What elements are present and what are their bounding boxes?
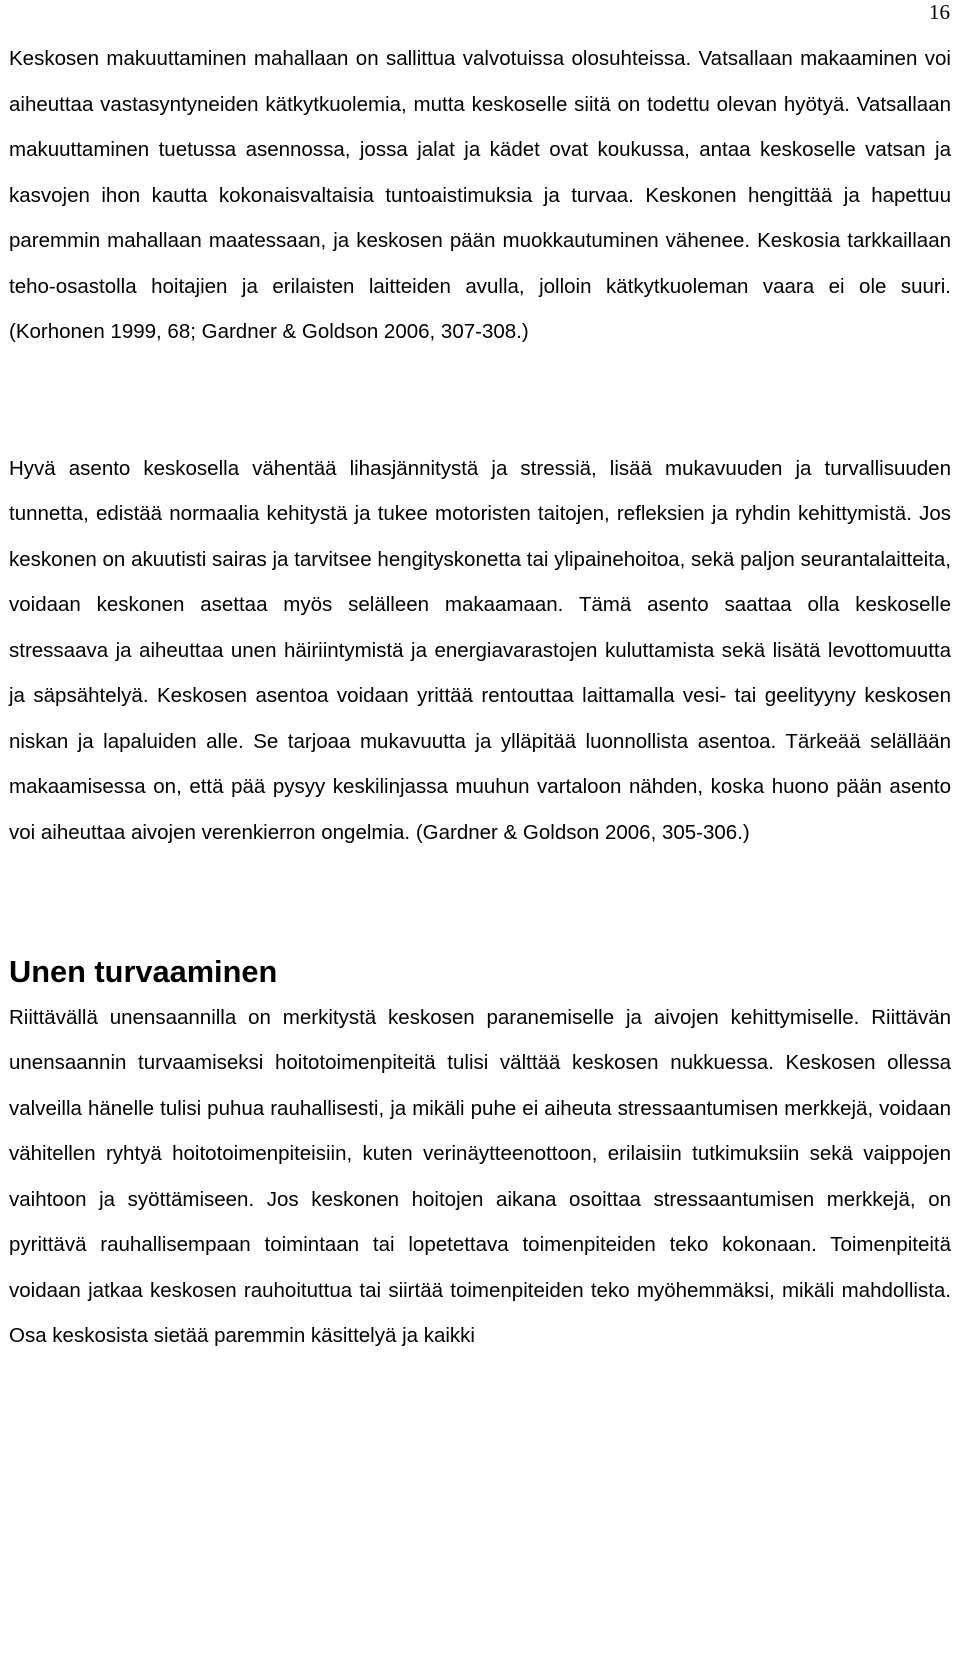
page-number: 16 <box>929 0 950 24</box>
paragraph-sleep: Riittävällä unensaannilla on merkitystä keskosen paranemiselle ja aivojen kehittymiselle. Riittävän unensaannin turvaamiseksi hoitotoimenpiteitä tulisi välttää keskosen nukkuessa. Keskosen ollessa valveilla hänelle tulisi puhua rauhallisesti, ja mikäli puhe ei aiheuta stressaantumisen merkkejä, voidaan vähitellen ryhtyä hoitotoimenpiteisiin, kuten verinäytteenottoon, erilaisiin tutkimuksiin sekä vaippojen vaihtoon ja syöttämiseen. Jos keskonen hoitojen aikana osoittaa stressaantumisen merkkejä, on pyrittävä rauhallisempaan toimintaan tai lopetettava toimenpiteiden teko kokonaan. Toimenpiteitä voidaan jatkaa keskosen rauhoituttua tai siirtää toimenpiteiden teko myöhemmäksi, mikäli mahdollista. Osa keskosista sietää paremmin käsittelyä ja kaikki <box>9 1005 951 1347</box>
paragraph-good-position: Hyvä asento keskosella vähentää lihasjännitystä ja stressiä, lisää mukavuuden ja turvallisuuden tunnetta, edistää normaalia kehitystä ja tukee motoristen taitojen, refleksien ja ryhdin kehittymistä. Jos keskonen on akuutisti sairas ja tarvitsee hengityskonetta tai ylipainehoitoa, sekä paljon seurantalaitteita, voidaan keskonen asettaa myös selälleen makaamaan. Tämä asento saattaa olla keskoselle stressaava ja aiheuttaa unen häiriintymistä ja energiavarastojen kuluttamista sekä lisätä levottomuutta ja säpsähtelyä. Keskosen asentoa voidaan yrittää rentouttaa laittamalla vesi- tai geelityyny keskosen niskan ja lapaluiden alle. Se tarjoaa mukavuutta ja ylläpitää luonnollista asentoa. Tärkeää selällään makaamisessa on, että pää pysyy keskilinjassa muuhun vartaloon nähden, koska huono pään asento voi aiheuttaa aivojen verenkierron ongelmia. (Gardner & Goldson 2006, 305-306.) <box>9 456 951 844</box>
section-spacer <box>9 855 951 949</box>
document-body <box>9 36 951 1359</box>
section-heading: Unen turvaaminen <box>9 954 278 989</box>
paragraph-spacer <box>9 355 951 446</box>
paragraph-prone-positioning: Keskosen makuuttaminen mahallaan on sallittua valvotuissa olosuhteissa. Vatsallaan makaaminen voi aiheuttaa vastasyntyneiden kätkytkuolemia, mutta keskoselle siitä on todettu olevan hyötyä. Vatsallaan makuuttaminen tuetussa asennossa, jossa jalat ja kädet ovat koukussa, antaa keskoselle vatsan ja kasvojen ihon kautta kokonaisvaltaisia tuntoaistimuksia ja turvaa. Keskonen hengittää ja hapettuu paremmin mahallaan maatessaan, ja keskosen pään muokkautuminen vähenee. Keskosia tarkkaillaan teho-osastolla hoitajien ja erilaisten laitteiden avulla, jolloin kätkytkuoleman vaara ei ole suuri. (Korhonen 1999, 68; Gardner & Goldson 2006, 307-308.) <box>9 47 951 343</box>
